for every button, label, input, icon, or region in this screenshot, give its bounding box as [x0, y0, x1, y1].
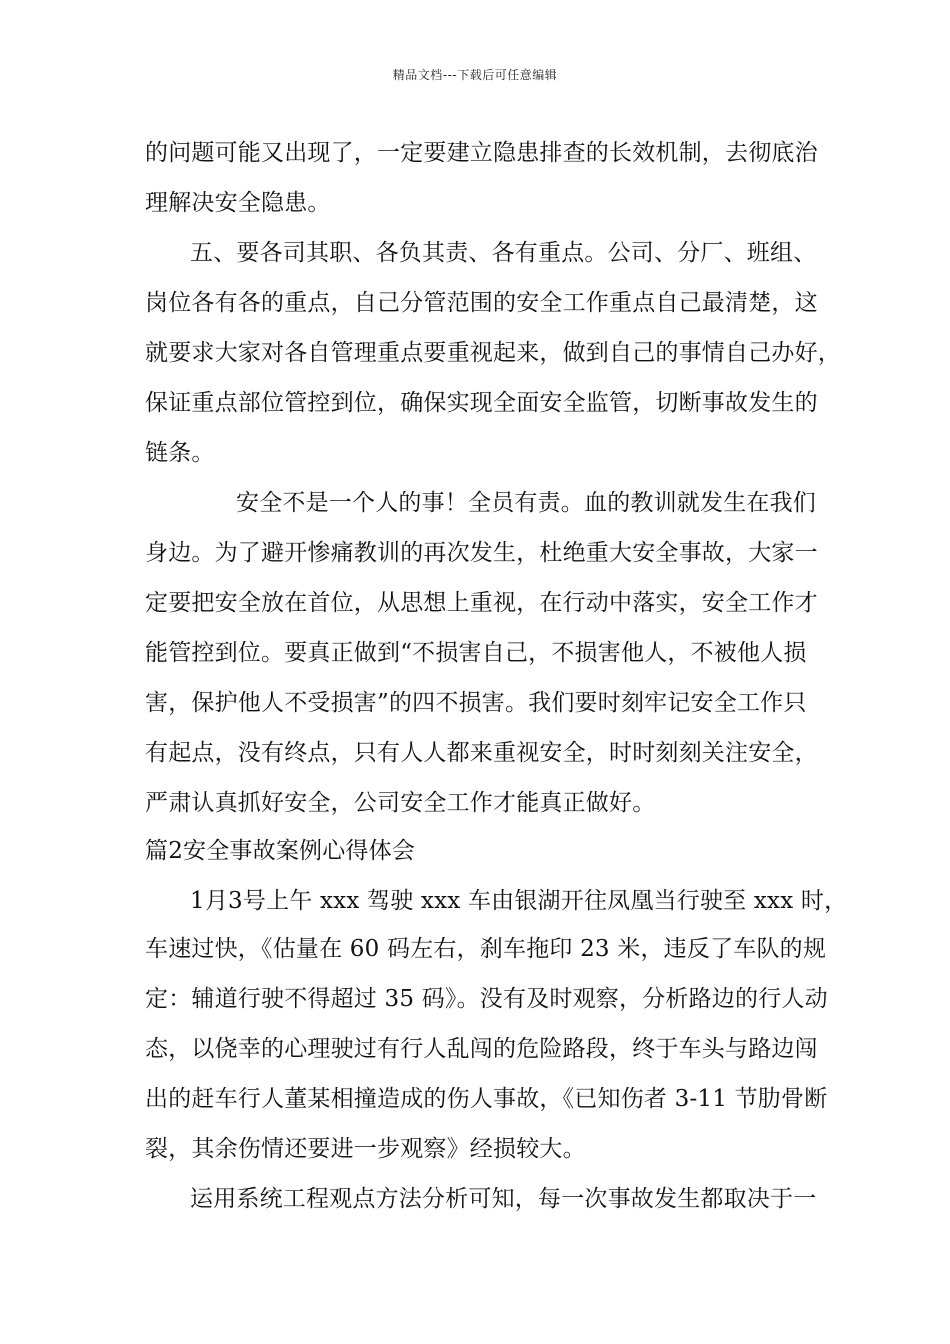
body-line: 害，保护他人不受损害”的四不损害。我们要时刻牢记安全工作只: [145, 690, 807, 716]
document-header: 精品文档---下载后可任意编辑: [392, 68, 558, 82]
body-line: 严肃认真抓好安全，公司安全工作才能真正做好。: [145, 790, 656, 816]
body-line: 裂，其余伤情还要进一步观察》经损较大。: [145, 1136, 586, 1162]
body-line: 就要求大家对各自管理重点要重视起来，做到自己的事情自己办好，: [145, 340, 841, 366]
body-line: 身边。为了避开惨痛教训的再次发生，杜绝重大安全事故，大家一: [145, 540, 818, 566]
body-line: 有起点，没有终点，只有人人都来重视安全，时时刻刻关注安全，: [145, 740, 818, 766]
body-line: 保证重点部位管控到位，确保实现全面安全监管，切断事故发生的: [145, 390, 818, 416]
body-line: 出的赶车行人董某相撞造成的伤人事故，《已知伤者 3-11 节肋骨断: [145, 1086, 828, 1112]
paragraph-first-line: 五、要各司其职、各负其责、各有重点。公司、分厂、班组、: [190, 240, 817, 266]
body-line: 定：辅道行驶不得超过 35 码》。没有及时观察，分析路边的行人动: [145, 986, 828, 1012]
paragraph-first-line: 安全不是一个人的事！全员有责。血的教训就发生在我们: [236, 490, 816, 516]
section-heading: 篇2安全事故案例心得体会: [145, 838, 416, 864]
body-line: 态，以侥幸的心理驶过有行人乱闯的危险路段，终于车头与路边闯: [145, 1036, 818, 1062]
body-line: 链条。: [145, 440, 215, 466]
body-line: 车速过快，《估量在 60 码左右，刹车拖印 23 米，违反了车队的规: [145, 936, 827, 962]
body-line: 理解决安全隐患。: [145, 190, 331, 216]
paragraph-first-line: 1月3号上午 xxx 驾驶 xxx 车由银湖开往凤凰当行驶至 xxx 时，: [190, 888, 848, 914]
body-line: 定要把安全放在首位，从思想上重视，在行动中落实，安全工作才: [145, 590, 818, 616]
paragraph-first-line: 运用系统工程观点方法分析可知，每一次事故发生都取决于一: [190, 1186, 817, 1212]
body-line: 岗位各有各的重点，自己分管范围的安全工作重点自己最清楚，这: [145, 290, 818, 316]
body-line: 的问题可能又出现了，一定要建立隐患排查的长效机制，去彻底治: [145, 140, 818, 166]
body-line: 能管控到位。要真正做到“不损害自己，不损害他人，不被他人损: [145, 640, 807, 666]
